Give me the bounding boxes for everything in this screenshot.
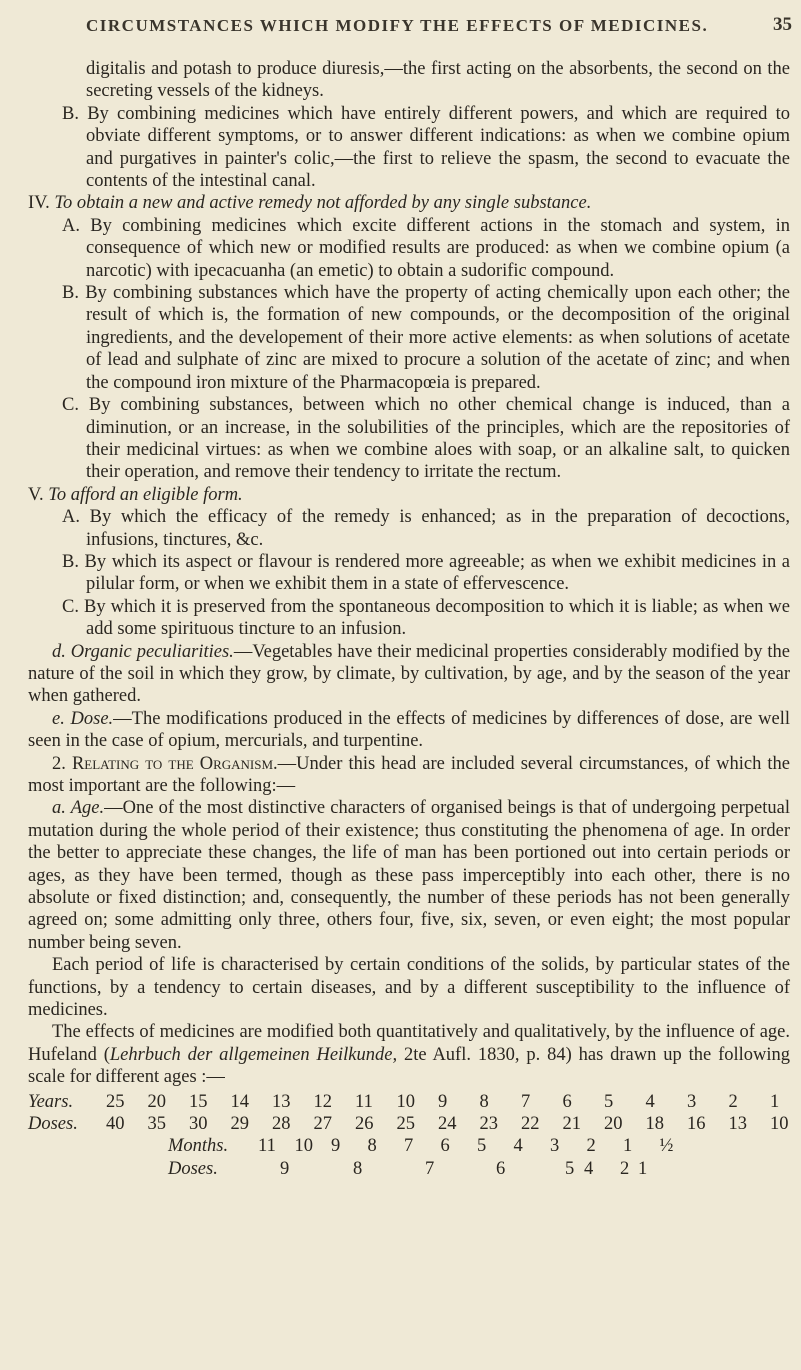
doses-years-row [28,1113,790,1135]
scale-value: 15 [189,1091,208,1112]
scale-value: 27 [313,1114,332,1135]
scale-value: 22 [521,1114,540,1135]
list-item: A. By which the efficacy of the remedy is enhanced; as in the preparation of decoctions, infusions, tinctures, &c. [62,507,791,550]
scale-value: 7 [425,1158,435,1179]
scale-value: 21 [562,1114,581,1135]
page-body [28,58,790,1180]
scale-value: 8 [353,1158,363,1179]
scale-value: 25 [106,1091,125,1112]
scale-value: 28 [272,1114,291,1135]
scale-value: 14 [230,1091,249,1112]
scale-value: 8 [479,1091,489,1112]
scale-label: Doses. [28,1114,78,1135]
scale-value: 6 [440,1136,450,1157]
scale-value: 30 [189,1114,208,1135]
scale-value: 20 [147,1091,166,1112]
scale-value: ½ [659,1136,674,1157]
doses-months-row [28,1158,790,1180]
paragraph: Each period of life is characterised by certain conditions of the solids, by particular states of the functions, by a tendency to certain diseases, and by a different susceptibility to the influence of medicines. [28,955,790,1021]
scale-label: Years. [28,1091,74,1112]
list-item: B. By combining substances which have the property of acting chemically upon each other; the result of which is, the formation of new compounds, or the decomposition of the original ingredients, and the developement of their more active elements: as when solutions of acetate of lead and sulphate of zinc are mixed to procure a solution of the acetate of zinc; and when the compound iron mixture of the Pharmacopœia is prepared. [62,283,791,393]
scale-value: 11 [258,1136,276,1157]
scale-value: 11 [355,1091,373,1112]
section-heading: V. To afford an eligible form. [28,484,243,505]
list-item: B. By combining medicines which have entirely different powers, and which are required to obviate different symptoms, or to answer different indications: as when we combine opium and purgatives in painter's colic,—the first to relieve the spasm, the second to evacuate the contents of the intestinal canal. [62,103,791,192]
scale-value: 18 [645,1114,664,1135]
scale-value: 23 [479,1114,498,1135]
scale-value: 10 [770,1114,789,1135]
list-item: A. By combining medicines which excite different actions in the stomach and system, in consequence of which new or modified results are produced: as when we combine opium (a narcotic) with ipecacuanha (an emetic) to obtain a sudorific compound. [62,215,791,281]
list-item: B. By which its aspect or flavour is rendered more agreeable; as when we exhibit medicines in a pilular form, or when we exhibit them in a state of effervescence. [62,551,791,595]
scale-value: 10 [396,1091,415,1112]
scale-value: 6 [496,1158,506,1179]
scale-value: 5 [565,1158,575,1179]
scale-value: 5 [604,1091,614,1112]
scale-value: 1 [770,1091,780,1112]
scale-value: 9 [331,1136,341,1157]
list-item: C. By combining substances, between which no other chemical change is induced, than a diminution, or an increase, in the solubilities of the principles, which are the repositories of their medicinal virtues: as when we combine aloes with soap, or an alkaline salt, to quicken their operation, and remove their tendency to irritate the rectum. [62,395,791,483]
paragraph-age: a. Age.—One of the most distinctive characters of organised beings is that of undergoing perpetual mutation during the whole period of their existence; thus constituting the phenomena of age. In order the better to appreciate these changes, the life of man has been portioned out into certain periods or ages, as they have been termed, though as these pass imperceptibly into each other, there is no absolute or fixed distinction; and, consequently, the number of these periods has not been generally agreed on; some admitting only three, others four, five, six, seven, or even eight; the most popular number being seven. [28,798,790,953]
scale-value: 13 [272,1091,291,1112]
scale-label: Doses. [168,1158,218,1179]
scale-value: 7 [521,1091,531,1112]
scale-value: 13 [728,1114,747,1135]
years-row [28,1091,790,1113]
scale-value: 1 [638,1158,648,1179]
scale-label: Months. [168,1136,229,1157]
paragraph-dose: e. Dose.—The modifications produced in the effects of medicines by differences of dose, are well seen in the case of opium, mercurials, and turpentine. [28,708,790,752]
scale-value: 29 [230,1114,249,1135]
list-item: C. By which it is preserved from the spontaneous decomposition to which it is liable; as when we add some spirituous tincture to an infusion. [62,596,790,640]
scale-value: 6 [562,1091,572,1112]
scale-value: 35 [147,1114,166,1135]
scale-value: 5 [477,1136,487,1157]
scale-value: 7 [404,1136,414,1157]
dose-scale-table [28,1091,790,1181]
scale-value: 8 [367,1136,377,1157]
scale-value: 26 [355,1114,374,1135]
scale-value: 25 [396,1114,415,1135]
paragraph-hufeland: The effects of medicines are modified both quantitatively and qualitatively, by the influence of age. Hufeland (Lehrbuch der allgemeinen Heilkunde, 2te Aufl. 1830, p. 84) has drawn up the following scale for different ages :— [28,1022,791,1088]
page-number: 35 [773,14,792,35]
paragraph-organic: d. Organic peculiarities.—Vegetables have their medicinal properties considerably modified by the nature of the soil in which they grow, by climate, by cultivation, by age, and by the season of the year when gathered. [28,641,790,707]
scale-value: 20 [604,1114,623,1135]
paragraph-organism: 2. Relating to the Organism.—Under this head are included several circumstances, of which the most important are the following:— [28,753,790,796]
scale-value: 9 [280,1158,290,1179]
scale-value: 12 [313,1091,332,1112]
paragraph: digitalis and potash to produce diuresis,—the first acting on the absorbents, the second on the secreting vessels of the kidneys. [86,59,790,102]
scale-value: 3 [550,1136,560,1157]
scale-value: 4 [645,1091,655,1112]
scale-value: 24 [438,1114,457,1135]
scale-value: 4 [584,1158,594,1179]
months-row [28,1135,790,1157]
scale-value: 2 [620,1158,630,1179]
scale-value: 16 [687,1114,706,1135]
running-title: CIRCUMSTANCES WHICH MODIFY THE EFFECTS OF MEDICINES. [86,16,709,35]
section-heading: IV. To obtain a new and active remedy not afforded by any single substance. [28,193,592,214]
scale-value: 3 [687,1091,697,1112]
scale-value: 2 [728,1091,738,1112]
scale-value: 4 [513,1136,523,1157]
running-header [86,16,792,36]
scale-value: 40 [106,1114,125,1135]
scale-value: 9 [438,1091,448,1112]
scale-value: 2 [586,1136,596,1157]
scale-value: 1 [623,1136,633,1157]
scale-value: 10 [294,1136,313,1157]
